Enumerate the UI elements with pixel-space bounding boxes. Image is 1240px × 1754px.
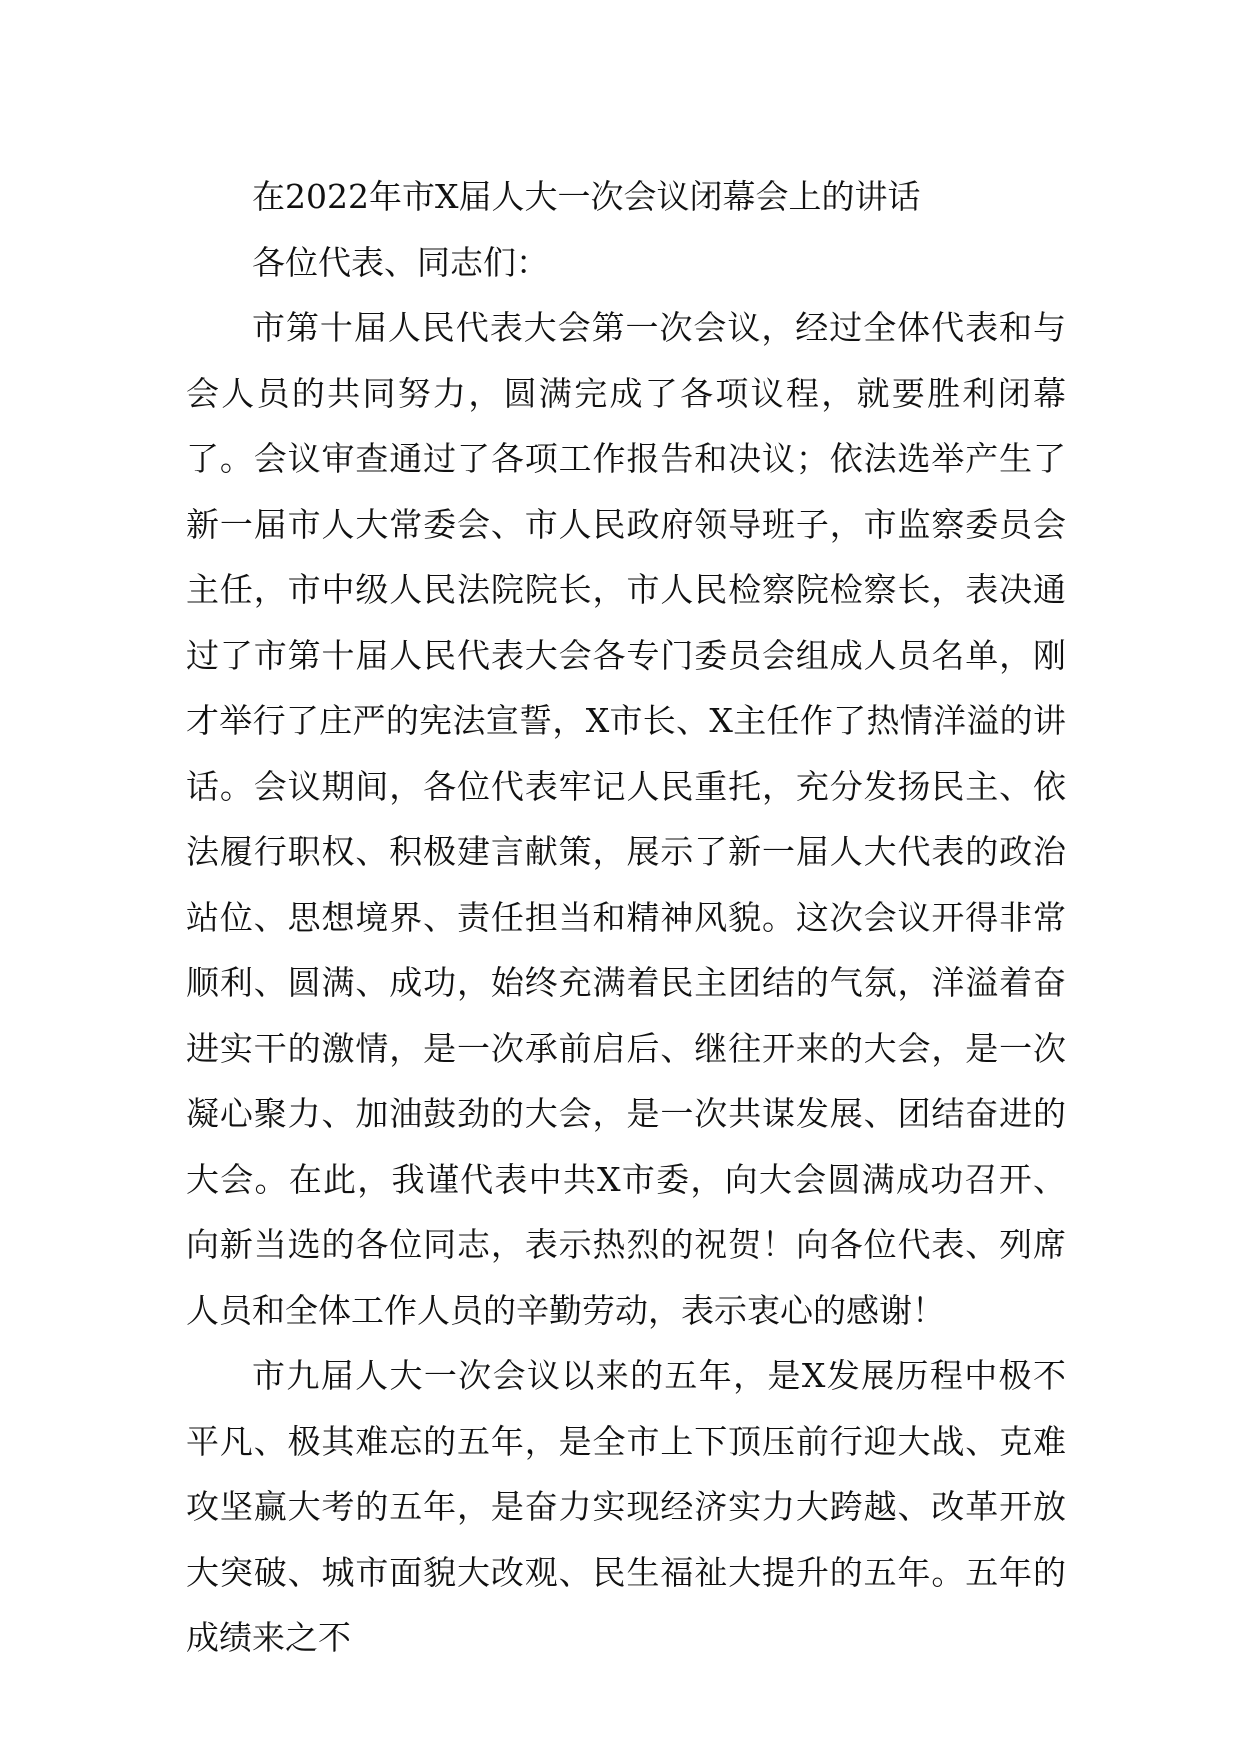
body-paragraph: 市第十届人民代表大会第一次会议，经过全体代表和与会人员的共同努力，圆满完成了各项议程，就要胜利闭幕了。会议审查通过了各项工作报告和决议；依法选举产生了新一届市人大常委会、市人民政府领导班子，市监察委员会主任，市中级人民法院院长，市人民检察院检察长，表决通过了市第十届人民代表大会各专门委员会组成人员名单，刚才举行了庄严的宪法宣誓，X市长、X主任作了热情洋溢的讲话。会议期间，各位代表牢记人民重托，充分发扬民主、依法履行职权、积极建言献策，展示了新一届人大代表的政治站位、思想境界、责任担当和精神风貌。这次会议开得非常顺利、圆满、成功，始终充满着民主团结的气氛，洋溢着奋进实干的激情，是一次承前启后、继往开来的大会，是一次凝心聚力、加油鼓劲的大会，是一次共谋发展、团结奋进的大会。在此，我谨代表中共X市委，向大会圆满成功召开、向新当选的各位同志，表示热烈的祝贺！向各位代表、列席人员和全体工作人员的辛勤劳动，表示衷心的感谢！ <box>186 308 1066 1330</box>
body-paragraph: 市九届人大一次会议以来的五年，是X发展历程中极不平凡、极其难忘的五年，是全市上下顶压前行迎大战、克难攻坚赢大考的五年，是奋力实现经济实力大跨越、改革开放大突破、城市面貌大改观、民生福祉大提升的五年。五年的成绩来之不 <box>186 1356 1066 1657</box>
salutation: 各位代表、同志们： <box>252 242 549 282</box>
document-title: 在2022年市X届人大一次会议闭幕会上的讲话 <box>252 177 921 216</box>
document-body <box>186 164 1066 1671</box>
